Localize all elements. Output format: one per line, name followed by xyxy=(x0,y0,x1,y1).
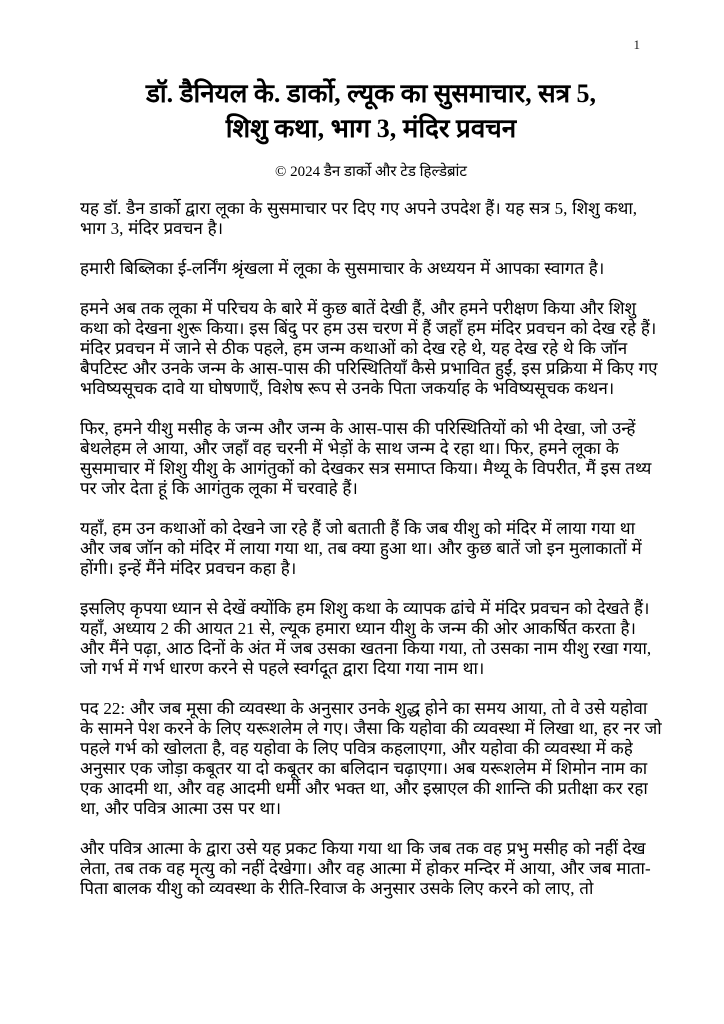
page-title xyxy=(80,76,662,146)
document-body xyxy=(80,199,662,899)
copyright-line: © 2024 डैन डार्को और टेड हिल्डेब्रांट xyxy=(274,164,467,181)
paragraph: हमने अब तक लूका में परिचय के बारे में कुछ बातें देखी हैं, और हमने परीक्षण किया और शिशु कथा को देखना शुरू किया। इस बिंदु पर हम उस चरण में हैं जहाँ हम मंदिर प्रवचन को देख रहे हैं। मंदिर प्रवचन में जाने से ठीक पहले, हम जन्म कथाओं को देख रहे थे, यह देख रहे थे कि जॉन बैपटिस्ट और उनके जन्म के आस-पास की परिस्थितियाँ कैसे प्रभावित हुईं, इस प्रक्रिया में किए गए भविष्यसूचक दावे या घोषणाएँ, विशेष रूप से उनके पिता जकर्याह के भविष्यसूचक कथन। xyxy=(80,299,658,399)
paragraph: पद 22: और जब मूसा की व्यवस्था के अनुसार उनके शुद्ध होने का समय आया, तो वे उसे यहोवा के सामने पेश करने के लिए यरूशलेम ले गए। जैसा कि यहोवा की व्यवस्था में लिखा था, हर नर जो पहले गर्भ को खोलता है, वह यहोवा के लिए पवित्र कहलाएगा, और यहोवा की व्यवस्था में कहे अनुसार एक जोड़ा कबूतर या दो कबूतर का बलिदान चढ़ाएगा। अब यरूशलेम में शिमोन नाम का एक आदमी था, और वह आदमी धर्मी और भक्त था, और इस्राएल की शान्ति की प्रतीक्षा कर रहा था, और पवित्र आत्मा उस पर था। xyxy=(80,699,662,819)
paragraph: फिर, हमने यीशु मसीह के जन्म और जन्म के आस-पास की परिस्थितियों को भी देखा, जो उन्हें बेथलेहम ले आया, और जहाँ वह चरनी में भेड़ों के साथ जन्म दे रहा था। फिर, हमने लूका के सुसमाचार में शिशु यीशु के आगंतुकों को देखकर सत्र समाप्त किया। मैथ्यू के विपरीत, मैं इस तथ्य पर जोर देता हूं कि आगंतुक लूका में चरवाहे हैं। xyxy=(80,419,652,499)
page-number: 1 xyxy=(633,37,640,52)
paragraph: और पवित्र आत्मा के द्वारा उसे यह प्रकट किया गया था कि जब तक वह प्रभु मसीह को नहीं देख लेता, तब तक वह मृत्यु को नहीं देखेगा। और वह आत्मा में होकर मन्दिर में आया, और जब माता-पिता बालक यीशु को व्यवस्था के रीति-रिवाज के अनुसार उसके लिए करने को लाए, तो xyxy=(80,839,651,899)
title-line-1: डॉ. डैनियल के. डार्को, ल्यूक का सुसमाचार, सत्र 5, xyxy=(145,79,597,108)
paragraph: हमारी बिब्लिका ई-लर्निंग श्रृंखला में लूका के सुसमाचार के अध्ययन में आपका स्वागत है। xyxy=(80,259,605,279)
title-line-2: शिशु कथा, भाग 3, मंदिर प्रवचन xyxy=(225,114,517,143)
paragraph: यह डॉ. डैन डार्को द्वारा लूका के सुसमाचार पर दिए गए अपने उपदेश हैं। यह सत्र 5, शिशु कथा, भाग 3, मंदिर प्रवचन है। xyxy=(80,199,638,239)
paragraph: इसलिए कृपया ध्यान से देखें क्योंकि हम शिशु कथा के व्यापक ढांचे में मंदिर प्रवचन को देखते हैं। यहाँ, अध्याय 2 की आयत 21 से, ल्यूक हमारा ध्यान यीशु के जन्म की ओर आकर्षित करता है। और मैंने पढ़ा, आठ दिनों के अंत में जब उसका खतना किया गया, तो उसका नाम यीशु रखा गया, जो गर्भ में गर्भ धारण करने से पहले स्वर्गदूत द्वारा दिया गया नाम था। xyxy=(80,599,652,679)
paragraph: यहाँ, हम उन कथाओं को देखने जा रहे हैं जो बताती हैं कि जब यीशु को मंदिर में लाया गया था और जब जॉन को मंदिर में लाया गया था, तब क्या हुआ था। और कुछ बातें जो इन मुलाकातों में होंगी। इन्हें मैंने मंदिर प्रवचन कहा है। xyxy=(80,519,642,579)
